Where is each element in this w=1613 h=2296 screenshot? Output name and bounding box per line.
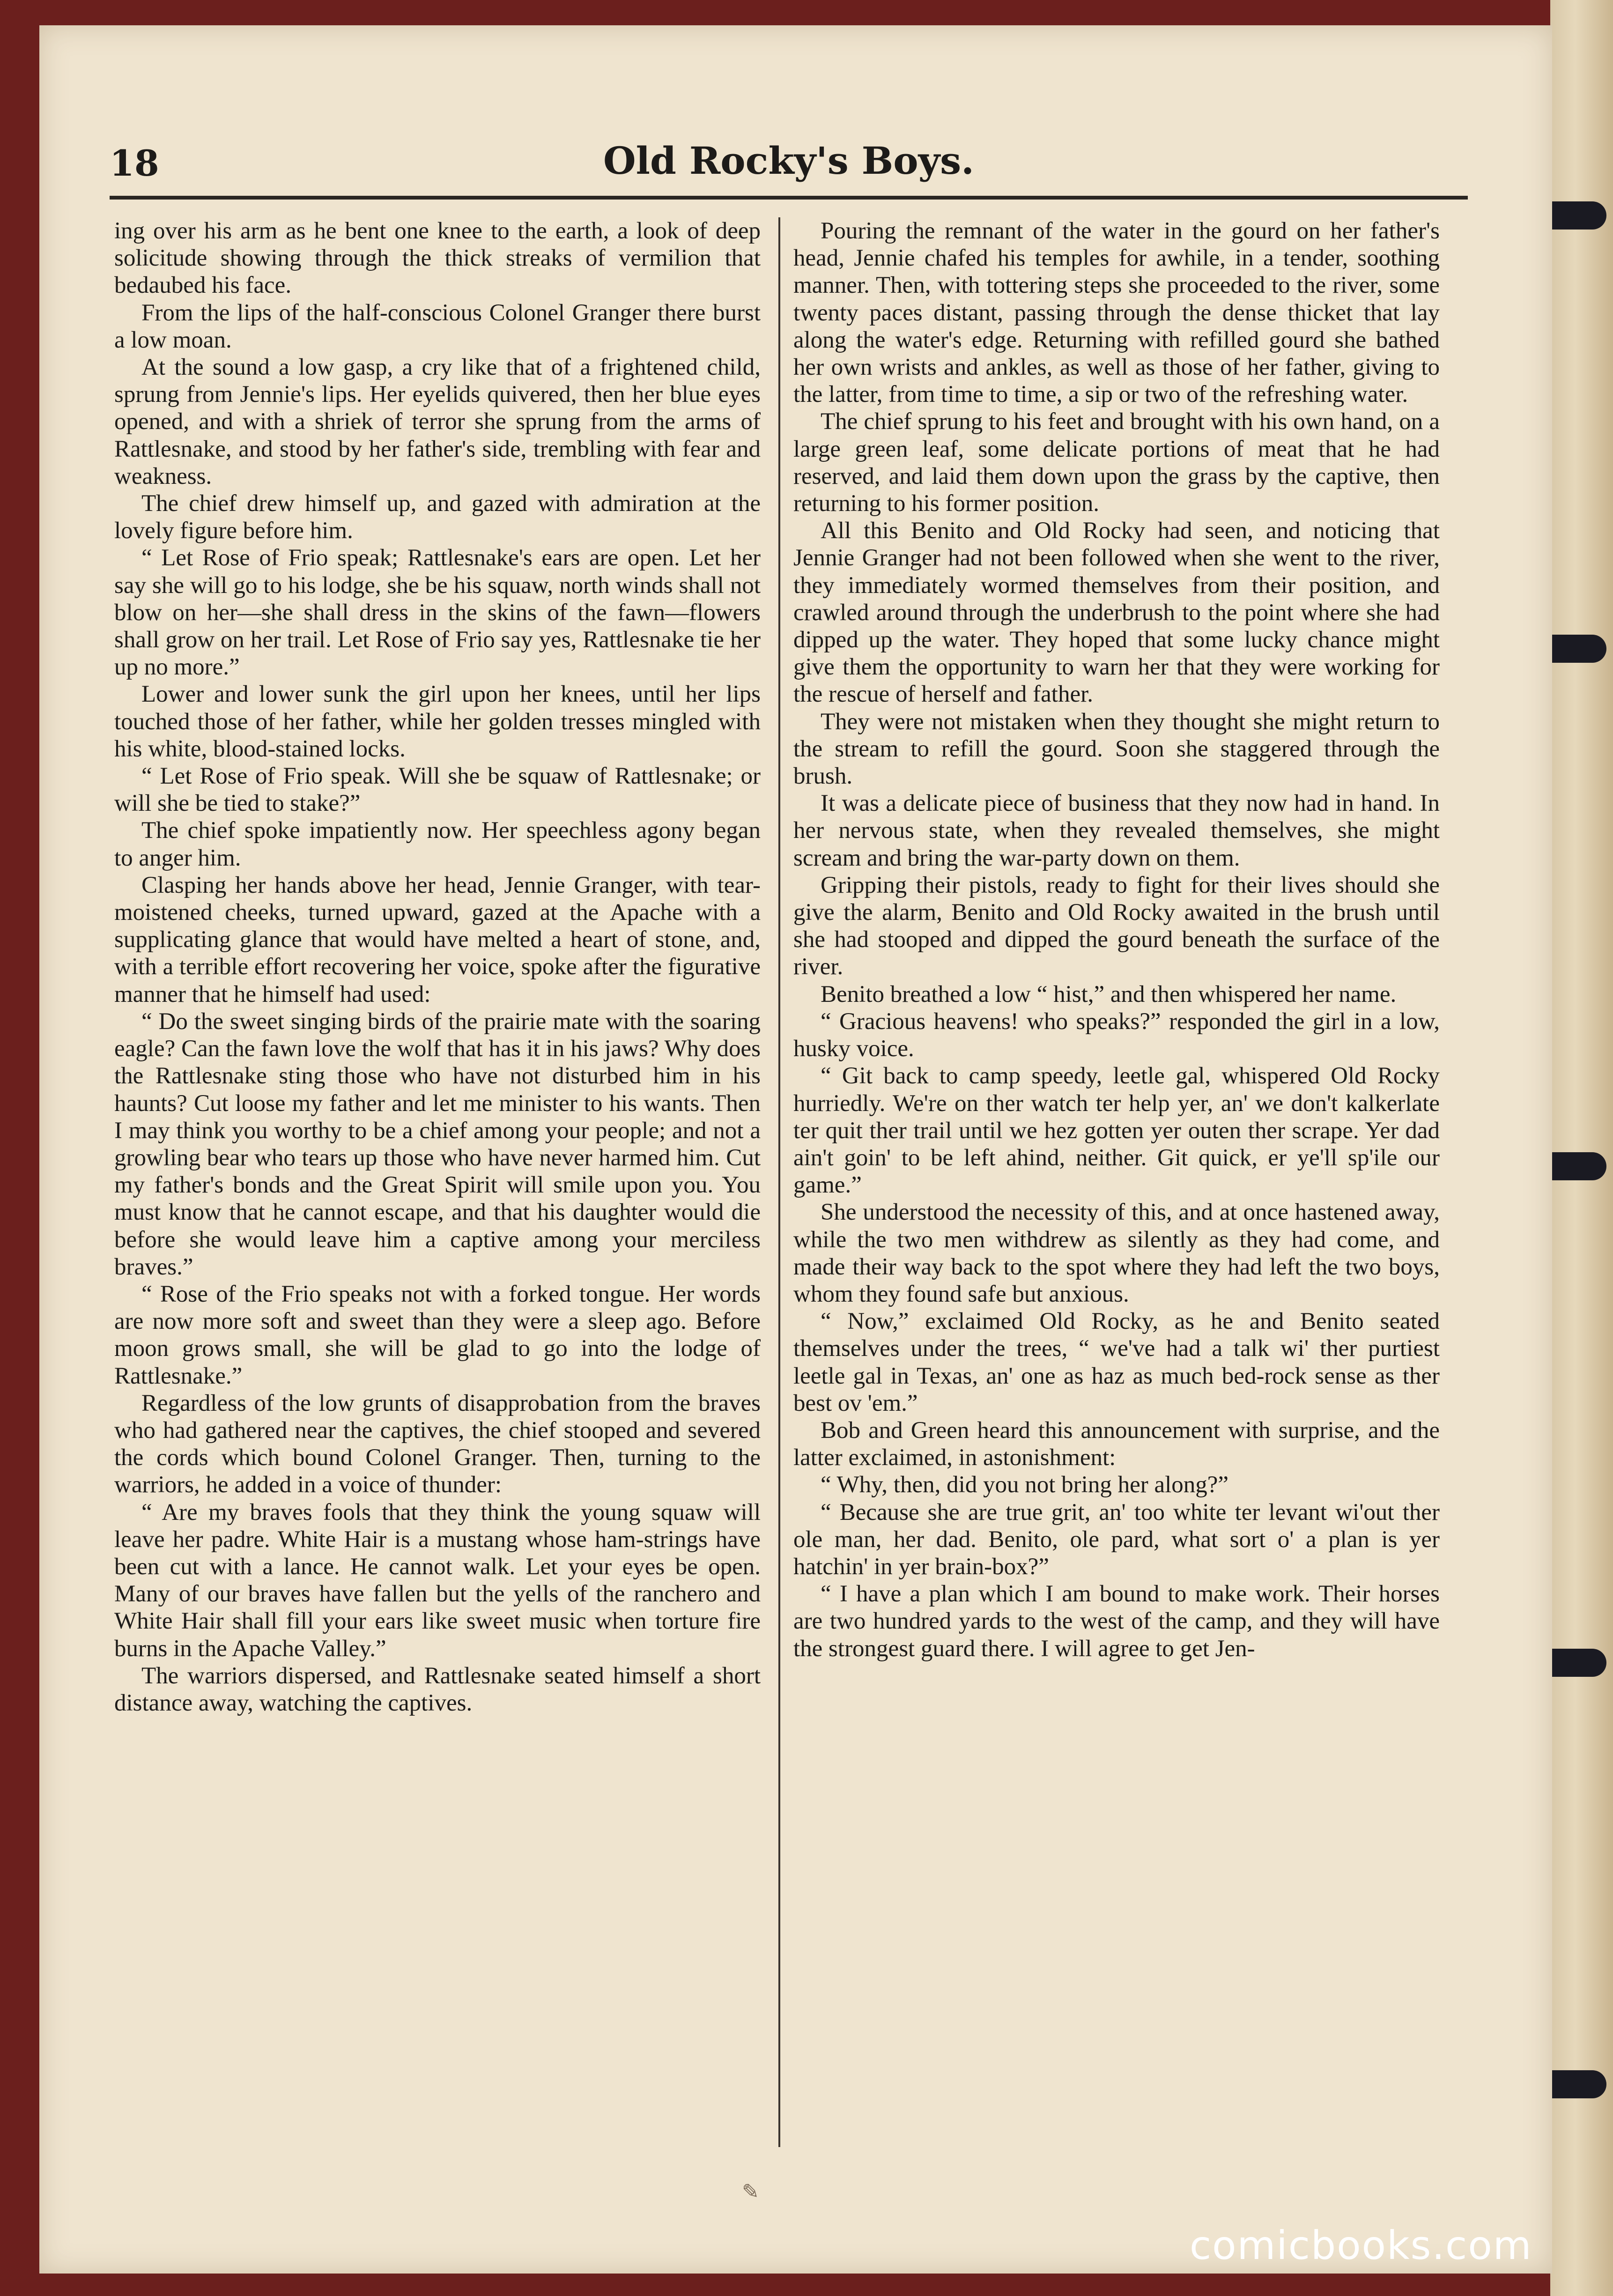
- book-spine: [1550, 0, 1613, 2296]
- column-divider: [778, 217, 780, 2147]
- paragraph: Regardless of the low grunts of disapprobation from the braves who had gathered near the captives, the chief stooped and severed the cords which bound Colonel Granger. Then, turning to the warriors, he added in a voice of thunder:: [114, 1390, 761, 1498]
- paragraph: The chief spoke impatiently now. Her speechless agony began to anger him.: [114, 817, 761, 871]
- paragraph: The warriors dispersed, and Rattlesnake seated himself a short distance away, watching the captives.: [114, 1662, 761, 1716]
- site-watermark: comicbooks.com: [1190, 2222, 1532, 2268]
- paragraph: They were not mistaken when they thought she might return to the stream to refill the gourd. Soon she staggered through the brush.: [793, 708, 1440, 790]
- book-page: [39, 25, 1552, 2274]
- paragraph: “ Why, then, did you not bring her along?”: [821, 1472, 1229, 1498]
- paragraph: “ Rose of the Frio speaks not with a forked tongue. Her words are now more soft and sweet than they were a sleep ago. Before moon grows small, she will be glad to go into the lodge of Rattlesnake.”: [114, 1281, 761, 1389]
- paragraph: The chief drew himself up, and gazed with admiration at the lovely figure before him.: [114, 490, 761, 544]
- paragraph: All this Benito and Old Rocky had seen, and noticing that Jennie Granger had not been followed when she went to the river, they immediately wormed themselves from their position, and crawled around through the underbrush to the point where she had dipped up the water. They hoped that some lucky chance might give them the opportunity to warn her that they were working for the rescue of herself and father.: [793, 518, 1440, 708]
- paragraph: “ Git back to camp speedy, leetle gal, whispered Old Rocky hurriedly. We're on ther watch ter help yer, an' we don't kalkerlate ter quit ther trail until we hez gotten yer outen ther scrape. Yer dad ain't goin' to be left ahind, neither. Git quick, er ye'll sp'ile our game.”: [793, 1063, 1440, 1199]
- paragraph: She understood the necessity of this, and at once hastened away, while the two men withdrew as silently as they had come, and made their way back to the spot where they had left the two boys, whom they found safe but anxious.: [793, 1199, 1440, 1307]
- paragraph: Clasping her hands above her head, Jennie Granger, with tear-moistened cheeks, turned upward, gazed at the Apache with a supplicating glance that would have melted a heart of stone, and, with a terrible effort recovering her voice, spoke after the figurative manner that he himself had used:: [114, 872, 761, 1007]
- paragraph: At the sound a low gasp, a cry like that of a frightened child, sprung from Jennie's lips. Her eyelids quivered, then her blue eyes opened, and with a shriek of terror she sprung from the arms of Rattlesnake, and stood by her father's side, trembling with fear and weakness.: [114, 354, 761, 489]
- page-number: 18: [110, 142, 159, 184]
- header-rule: [110, 196, 1468, 200]
- paragraph: “ Because she are true grit, an' too white ter levant wi'out ther ole man, her dad. Benito, ole pard, what sort o' a plan is yer hatchin' in yer brain-box?”: [793, 1499, 1440, 1580]
- paragraph: “ Let Rose of Frio speak; Rattlesnake's ears are open. Let her say she will go to his lodge, she be his squaw, north winds shall not blow on her—she shall dress in the skins of the fawn—flowers shall grow on her trail. Let Rose of Frio say yes, Rattlesnake tie her up no more.”: [114, 545, 761, 681]
- paragraph: “ Are my braves fools that they think the young squaw will leave her padre. White Hair is a mustang whose ham-strings have been cut with a lance. He cannot walk. Let your eyes be open. Many of our braves have fallen but the yells of the ranchero and White Hair shall fill your ears like sweet music when torture fire burns in the Apache Valley.”: [114, 1499, 761, 1662]
- paragraph: Lower and lower sunk the girl upon her knees, until her lips touched those of her father, while her golden tresses mingled with his white, blood-stained locks.: [114, 681, 761, 762]
- page-header: [110, 110, 1468, 185]
- running-title: Old Rocky's Boys.: [603, 139, 975, 183]
- right-column: [793, 217, 1440, 2156]
- paragraph: “ Gracious heavens! who speaks?” responded the girl in a low, husky voice.: [793, 1008, 1440, 1062]
- paragraph: Benito breathed a low “ hist,” and then whispered her name.: [821, 981, 1397, 1007]
- paragraph: “ Now,” exclaimed Old Rocky, as he and Benito seated themselves under the trees, “ we've had a talk wi' ther purtiest leetle gal in Texas, an' one as haz as much bed-rock sense as ther best ov 'em.”: [793, 1308, 1440, 1416]
- paragraph: The chief sprung to his feet and brought with his own hand, on a large green leaf, some delicate portions of meat that he had reserved, and laid them down upon the grass by the captive, then returning to his former position.: [793, 408, 1440, 517]
- paragraph: ing over his arm as he bent one knee to the earth, a look of deep solicitude showing through the thick streaks of vermilion that bedaubed his face.: [114, 218, 761, 299]
- paragraph: From the lips of the half-conscious Colonel Granger there burst a low moan.: [114, 299, 761, 353]
- paragraph: “ Let Rose of Frio speak. Will she be squaw of Rattlesnake; or will she be tied to stake?”: [114, 763, 761, 817]
- paragraph: Bob and Green heard this announcement with surprise, and the latter exclaimed, in astonishment:: [793, 1417, 1440, 1471]
- paragraph: “ Do the sweet singing birds of the prairie mate with the soaring eagle? Can the fawn love the wolf that has it in his jaws? Why does the Rattlesnake sting those who have not disturbed him in his haunts? Cut loose my father and let me minister to his wants. Then I may think you worthy to be a chief among your people; and not a growling bear who tears up those who have never harmed him. Cut my father's bonds and the Great Spirit will smile upon you. You must know that he cannot escape, and that his daughter would die before she would leave him a captive among your merciless braves.”: [114, 1008, 761, 1280]
- paragraph: “ I have a plan which I am bound to make work. Their horses are two hundred yards to the west of the camp, and they will have the strongest guard there. I will agree to get Jen-: [793, 1581, 1440, 1662]
- left-column: [114, 217, 761, 2156]
- paragraph: Pouring the remnant of the water in the gourd on her father's head, Jennie chafed his temples for awhile, in a tender, soothing manner. Then, with tottering steps she proceeded to the river, some twenty paces distant, passing through the dense thicket that lay along the water's edge. Returning with refilled gourd she bathed her own wrists and ankles, as well as those of her father, giving to the latter, from time to time, a sip or two of the refreshing water.: [793, 218, 1440, 408]
- ink-smudge: ✎: [742, 2180, 759, 2204]
- paragraph: It was a delicate piece of business that they now had in hand. In her nervous state, when they revealed themselves, she might scream and bring the war-party down on them.: [793, 790, 1440, 871]
- paragraph: Gripping their pistols, ready to fight for their lives should she give the alarm, Benito and Old Rocky awaited in the brush until she had stooped and dipped the gourd beneath the surface of the river.: [793, 872, 1440, 980]
